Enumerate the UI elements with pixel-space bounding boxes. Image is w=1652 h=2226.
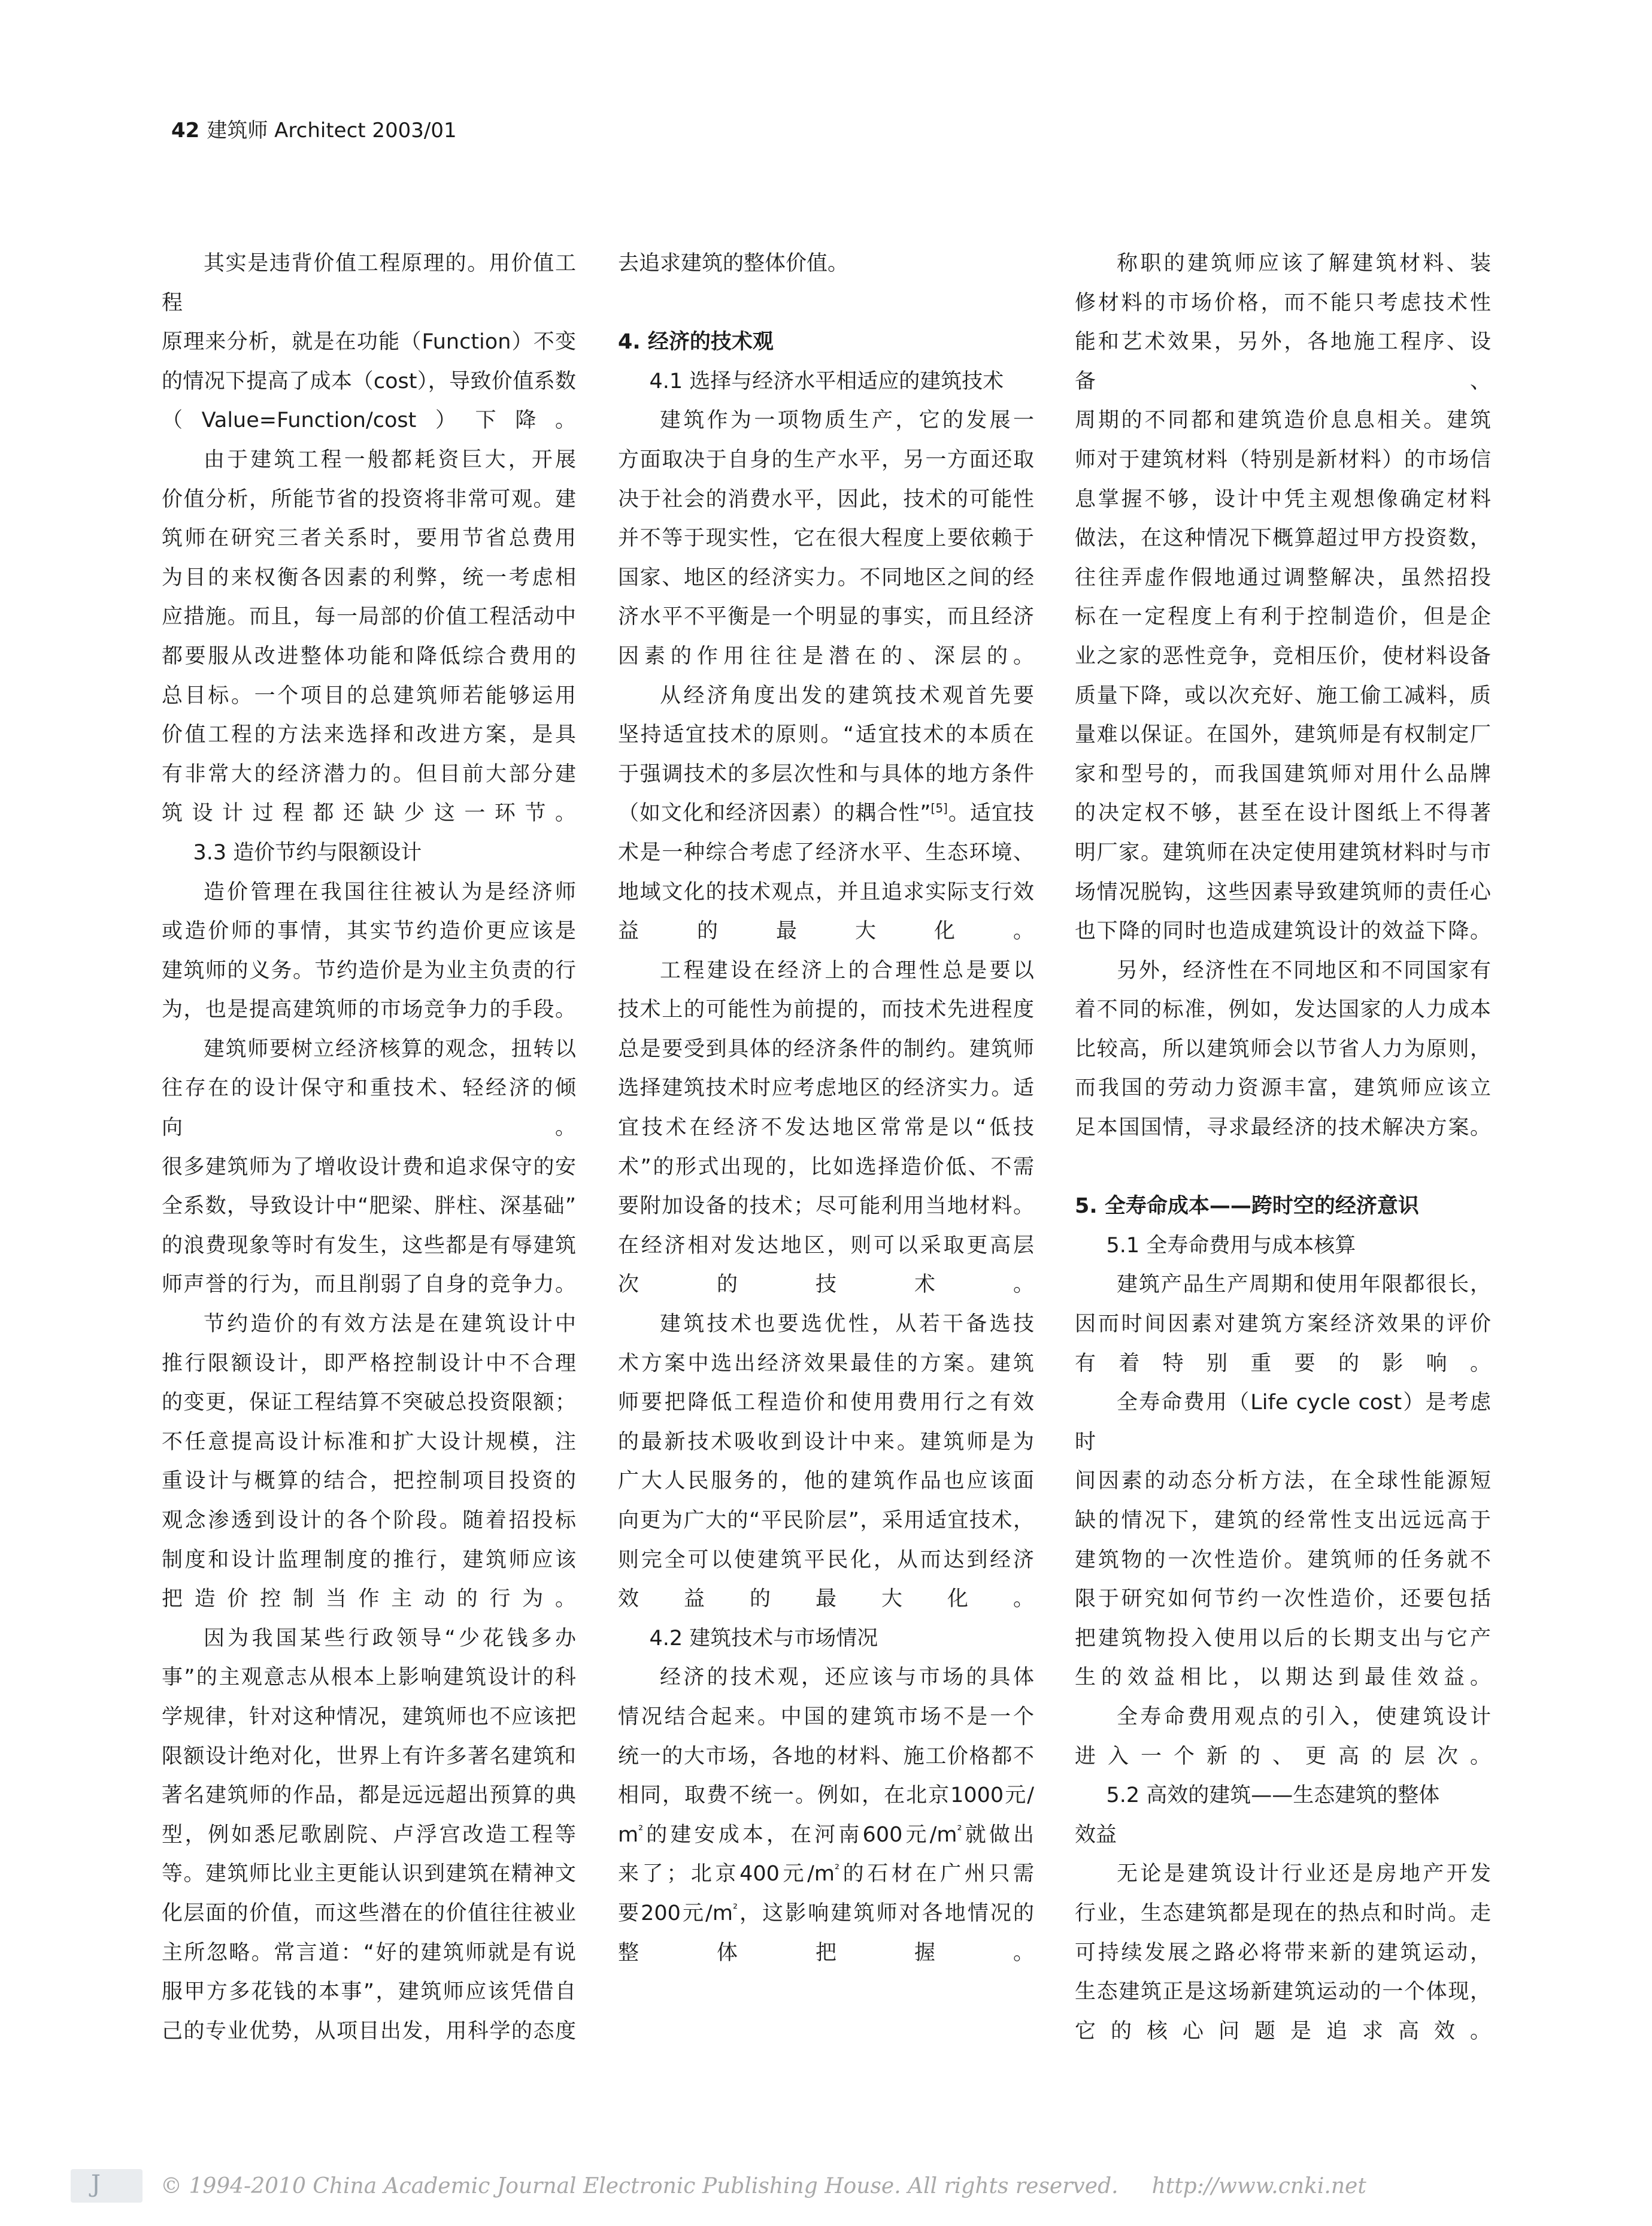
text-line: 制度和设计监理制度的推行，建筑师应该 [162, 1547, 576, 1572]
text-line: 从经济角度出发的建筑技术观首先要 [660, 683, 1034, 708]
text-line: 周期的不同都和建筑造价息息相关。建筑 [1075, 408, 1491, 433]
text-line: 把造价控制当作主动的行为。 [162, 1587, 576, 1612]
text-line: 整体把握。 [618, 1940, 1034, 1965]
text-line: 技术上的可能性为前提的，而技术先进程度 [618, 998, 1034, 1022]
text-line: 等。建筑师比业主更能认识到建筑在精神文 [162, 1862, 576, 1886]
text-line: 标在一定程度上有利于控制造价，但是企 [1075, 605, 1491, 629]
body-paragraph [162, 1030, 576, 1305]
body-paragraph [1075, 1698, 1491, 1776]
text-line: 师声誉的行为，而且削弱了自身的竞争力。 [162, 1273, 576, 1297]
text-line: 场情况脱钩，这些因素导致建筑师的责任心 [1075, 880, 1491, 904]
body-paragraph [618, 1305, 1034, 1619]
text-line: 也下降的同时也造成建筑设计的效益下降。 [1075, 919, 1491, 944]
text-line: （Value=Function/cost）下降。 [162, 408, 576, 433]
text-line: 可持续发展之路必将带来新的建筑运动， [1075, 1940, 1491, 1965]
text-line: 修材料的市场价格，而不能只考虑技术性 [1075, 290, 1491, 315]
text-line: 4. 经济的技术观 [618, 330, 774, 355]
text-line: $m^{^2}$的建安成本，在河南600元$/m^{^2}$就做出 [618, 1822, 1034, 1847]
body-paragraph [1075, 1383, 1491, 1698]
text-line: 量难以保证。在国外，建筑师是有权制定厂 [1075, 723, 1491, 747]
text-line: 因为我国某些行政领导“少花钱多办 [204, 1626, 576, 1650]
body-paragraph [162, 244, 576, 441]
text-line: 建筑技术也要选优性，从若干备选技 [660, 1312, 1034, 1337]
text-line: 5.1 全寿命费用与成本核算 [1106, 1233, 1356, 1258]
section-heading [162, 834, 576, 873]
text-line: 师对于建筑材料（特别是新材料）的市场信 [1075, 447, 1491, 472]
text-line: 建筑师的义务。节约造价是为业主负责的行 [162, 958, 576, 983]
text-line: （如文化和经济因素）的耦合性”[5]。适宜技 [618, 801, 1034, 826]
text-column-2 [618, 244, 1034, 1973]
text-line: 间因素的动态分析方法，在全球性能源短 [1075, 1469, 1491, 1494]
text-line: 或造价师的事情，其实节约造价更应该是 [162, 919, 576, 944]
text-line: 很多建筑师为了增收设计费和追求保守的安 [162, 1155, 576, 1179]
text-line: 决于社会的消费水平，因此，技术的可能性 [618, 487, 1034, 511]
text-line: 因而时间因素对建筑方案经济效果的评价 [1075, 1312, 1491, 1337]
body-paragraph [162, 873, 576, 1030]
text-line: 建筑作为一项物质生产，它的发展一 [660, 408, 1034, 433]
text-line: 另外，经济性在不同地区和不同国家有 [1117, 958, 1491, 983]
text-line: 为目的来权衡各因素的利弊，统一考虑相 [162, 565, 576, 590]
text-line: 不任意提高设计标准和扩大设计规模，注 [162, 1430, 576, 1454]
journal-issue: 建筑师 Architect 2003/01 [207, 119, 457, 143]
body-paragraph [1075, 952, 1491, 1148]
text-line: 全寿命费用（Life cycle cost）是考虑时 [1075, 1391, 1491, 1454]
text-line: 要附加设备的技术；尽可能利用当地材料。 [618, 1194, 1034, 1219]
text-line: 相同，取费不统一。例如，在北京1000元/ [618, 1783, 1034, 1808]
text-line: 无论是建筑设计行业还是房地产开发 [1117, 1862, 1491, 1886]
body-paragraph [162, 441, 576, 834]
text-line: 比较高，所以建筑师会以节省人力为原则， [1075, 1037, 1491, 1061]
body-paragraph [1075, 1855, 1491, 2051]
body-paragraph [618, 401, 1034, 676]
text-line: 价值分析，所能节省的投资将非常可观。建 [162, 487, 576, 511]
text-line: 著名建筑师的作品，都是远远超出预算的典 [162, 1783, 576, 1808]
text-line: 的最新技术吸收到设计中来。建筑师是为 [618, 1430, 1034, 1454]
text-line: 效益 [1075, 1822, 1117, 1847]
text-line: 往往弄虚作假地通过调整解决，虽然招投 [1075, 565, 1491, 590]
text-line: 坚持适宜技术的原则。“适宜技术的本质在 [618, 723, 1034, 747]
text-line: 息掌握不够，设计中凭主观想像确定材料 [1075, 487, 1491, 511]
text-line: 节约造价的有效方法是在建筑设计中 [204, 1312, 576, 1337]
text-line: 由于建筑工程一般都耗资巨大，开展 [204, 447, 576, 472]
body-paragraph [1075, 244, 1491, 952]
text-line: 限额设计绝对化，世界上有许多著名建筑和 [162, 1744, 576, 1768]
text-line: 其实是违背价值工程原理的。用价值工程 [162, 252, 576, 315]
text-line: 术方案中选出经济效果最佳的方案。建筑 [618, 1351, 1034, 1376]
text-line: 5.2 高效的建筑——生态建筑的整体 [1106, 1783, 1440, 1808]
text-line: 事”的主观意志从根本上影响建筑设计的科 [162, 1665, 576, 1690]
body-paragraph [162, 1619, 576, 2052]
text-line: 5. 全寿命成本——跨时空的经济意识 [1075, 1194, 1419, 1219]
text-line: 来了；北京400元$/m^{^2}$的石材在广州只需 [618, 1861, 1034, 1886]
text-line: 型，例如悉尼歌剧院、卢浮宫改造工程等 [162, 1822, 576, 1847]
body-paragraph [162, 1305, 576, 1619]
text-line: 有着特别重要的影响。 [1075, 1351, 1491, 1376]
text-line: 次的技术。 [618, 1273, 1034, 1297]
text-line: 方面取决于自身的生产水平，另一方面还取 [618, 447, 1034, 472]
text-line: 而我国的劳动力资源丰富，建筑师应该立 [1075, 1076, 1491, 1101]
text-line: 行业，生态建筑都是现在的热点和时尚。走 [1075, 1901, 1491, 1925]
text-line: 都要服从改进整体功能和降低综合费用的 [162, 644, 576, 668]
text-line: 原理来分析，就是在功能（Function）不变 [162, 330, 576, 355]
text-line: 益的最大化。 [618, 919, 1034, 944]
text-line: 做法，在这种情况下概算超过甲方投资数， [1075, 526, 1491, 551]
text-line: 在经济相对发达地区，则可以采取更高层 [618, 1233, 1034, 1258]
text-line: 重设计与概算的结合，把控制项目投资的 [162, 1469, 576, 1494]
text-line: 生的效益相比，以期达到最佳效益。 [1075, 1665, 1491, 1690]
text-line: 生态建筑正是这场新建筑运动的一个体现， [1075, 1980, 1491, 2004]
text-line: 往存在的设计保守和重技术、轻经济的倾向。 [162, 1076, 576, 1140]
text-line: 并不等于现实性，它在很大程度上要依赖于 [618, 526, 1034, 551]
text-line: 的浪费现象等时有发生，这些都是有辱建筑 [162, 1233, 576, 1258]
text-line: 建筑产品生产周期和使用年限都很长， [1117, 1273, 1491, 1297]
text-line: 观念渗透到设计的各个阶段。随着招投标 [162, 1509, 576, 1533]
text-line: 4.2 建筑技术与市场情况 [649, 1626, 878, 1650]
section-heading [1075, 1187, 1491, 1226]
text-line: 业之家的恶性竞争，竞相压价，使材料设备 [1075, 644, 1491, 668]
text-line: 地域文化的技术观点，并且追求实际支行效 [618, 880, 1034, 904]
text-line: 工程建设在经济上的合理性总是要以 [660, 958, 1034, 983]
text-line: 济水平不平衡是一个明显的事实，而且经济 [618, 605, 1034, 629]
text-column-1 [162, 244, 576, 2051]
text-line: 己的专业优势，从项目出发，用科学的态度 [162, 2019, 576, 2043]
copyright-notice: © 1994-2010 China Academic Journal Electronic Publishing House. All rights reserved. [160, 2174, 1118, 2198]
text-line: 因素的作用往往是潜在的、深层的。 [618, 644, 1034, 668]
text-line: 3.3 造价节约与限额设计 [193, 840, 422, 865]
text-line: 家和型号的，而我国建筑师对用什么品牌 [1075, 762, 1491, 786]
text-line: 向更为广大的“平民阶层”，采用适宜技术， [618, 1509, 1034, 1533]
text-line: 的变更，保证工程结算不突破总投资限额； [162, 1391, 576, 1415]
text-line: 的情况下提高了成本（cost），导致价值系数 [162, 369, 576, 393]
page-number: 42 [171, 119, 200, 143]
text-line: 筑设计过程都还缺少这一环节。 [162, 801, 576, 826]
text-line: 宜技术在经济不发达地区常常是以“低技 [618, 1116, 1034, 1140]
text-line: 服甲方多花钱的本事”，建筑师应该凭借自 [162, 1980, 576, 2004]
section-heading [618, 323, 1034, 362]
section-heading [1075, 1776, 1491, 1855]
text-line: 它的核心问题是追求高效。 [1075, 2019, 1491, 2043]
body-paragraph [618, 1658, 1034, 1973]
text-column-3 [1075, 244, 1491, 2051]
text-line: 能和艺术效果，另外，各地施工程序、设备、 [1075, 330, 1491, 393]
footer [71, 2169, 1366, 2205]
text-line: 应措施。而且，每一局部的价值工程活动中 [162, 605, 576, 629]
body-paragraph [1075, 1265, 1491, 1383]
text-line: 的决定权不够，甚至在设计图纸上不得著 [1075, 801, 1491, 826]
cnki-logo-icon: J [71, 2169, 143, 2203]
text-line: 总是要受到具体的经济条件的制约。建筑师 [618, 1037, 1034, 1061]
cnki-url: http://www.cnki.net [1151, 2174, 1366, 2198]
text-line: 广大人民服务的，他的建筑作品也应该面 [618, 1469, 1034, 1494]
text-line: 全寿命费用观点的引入，使建筑设计 [1117, 1704, 1491, 1729]
text-line: 着不同的标准，例如，发达国家的人力成本 [1075, 998, 1491, 1022]
text-line: 去追求建筑的整体价值。 [618, 252, 849, 275]
text-line: 师要把降低工程造价和使用费用行之有效 [618, 1391, 1034, 1415]
text-line: 建筑物的一次性造价。建筑师的任务就不 [1075, 1547, 1491, 1572]
text-line: 术”的形式出现的，比如选择造价低、不需 [618, 1155, 1034, 1179]
text-line: 质量下降，或以次充好、施工偷工减料，质 [1075, 683, 1491, 708]
text-line: 主所忽略。常言道：“好的建筑师就是有说 [162, 1940, 576, 1965]
text-line: 价值工程的方法来选择和改进方案，是具 [162, 723, 576, 747]
text-line: 4.1 选择与经济水平相适应的建筑技术 [649, 369, 1004, 393]
text-line: 国家、地区的经济实力。不同地区之间的经 [618, 565, 1034, 590]
text-line: 选择建筑技术时应考虑地区的经济实力。适 [618, 1076, 1034, 1101]
text-line: 限于研究如何节约一次性造价，还要包括 [1075, 1587, 1491, 1612]
section-heading [618, 362, 1034, 402]
text-line: 效益的最大化。 [618, 1587, 1034, 1612]
text-line: 情况结合起来。中国的建筑市场不是一个 [618, 1704, 1034, 1729]
body-paragraph [618, 952, 1034, 1305]
text-line: 总目标。一个项目的总建筑师若能够运用 [162, 683, 576, 708]
text-line: 足本国国情，寻求最经济的技术解决方案。 [1075, 1116, 1491, 1140]
text-line: 要200元$/m^{^2}$，这影响建筑师对各地情况的 [618, 1901, 1034, 1925]
text-line: 建筑师要树立经济核算的观念，扭转以 [204, 1037, 576, 1061]
running-header [171, 117, 457, 144]
text-line: 术是一种综合考虑了经济水平、生态环境、 [618, 840, 1034, 865]
body-paragraph [618, 677, 1034, 952]
body-paragraph [618, 244, 1034, 284]
text-line: 全系数，导致设计中“肥梁、胖柱、深基础” [162, 1194, 576, 1219]
text-line: 推行限额设计，即严格控制设计中不合理 [162, 1351, 576, 1376]
text-line: 造价管理在我国往往被认为是经济师 [204, 880, 576, 904]
text-line: 把建筑物投入使用以后的长期支出与它产 [1075, 1626, 1491, 1650]
footer-text [160, 2174, 1366, 2198]
text-line: 进入一个新的、更高的层次。 [1075, 1744, 1491, 1768]
text-line: 有非常大的经济潜力的。但目前大部分建 [162, 762, 576, 786]
text-line: 则完全可以使建筑平民化，从而达到经济 [618, 1547, 1034, 1572]
text-line: 学规律，针对这种情况，建筑师也不应该把 [162, 1704, 576, 1729]
text-line: 称职的建筑师应该了解建筑材料、装 [1117, 252, 1491, 275]
text-line: 经济的技术观，还应该与市场的具体 [660, 1665, 1034, 1690]
text-line: 为，也是提高建筑师的市场竞争力的手段。 [162, 998, 576, 1022]
text-line: 筑师在研究三者关系时，要用节省总费用 [162, 526, 576, 551]
text-line: 于强调技术的多层次性和与具体的地方条件 [618, 762, 1034, 786]
text-line: 统一的大市场，各地的材料、施工价格都不 [618, 1744, 1034, 1768]
text-line: 明厂家。建筑师在决定使用建筑材料时与市 [1075, 840, 1491, 865]
section-heading [618, 1619, 1034, 1659]
text-line: 缺的情况下，建筑的经常性支出远远高于 [1075, 1509, 1491, 1533]
text-line: 化层面的价值，而这些潜在的价值往往被业 [162, 1901, 576, 1925]
section-heading [1075, 1226, 1491, 1266]
